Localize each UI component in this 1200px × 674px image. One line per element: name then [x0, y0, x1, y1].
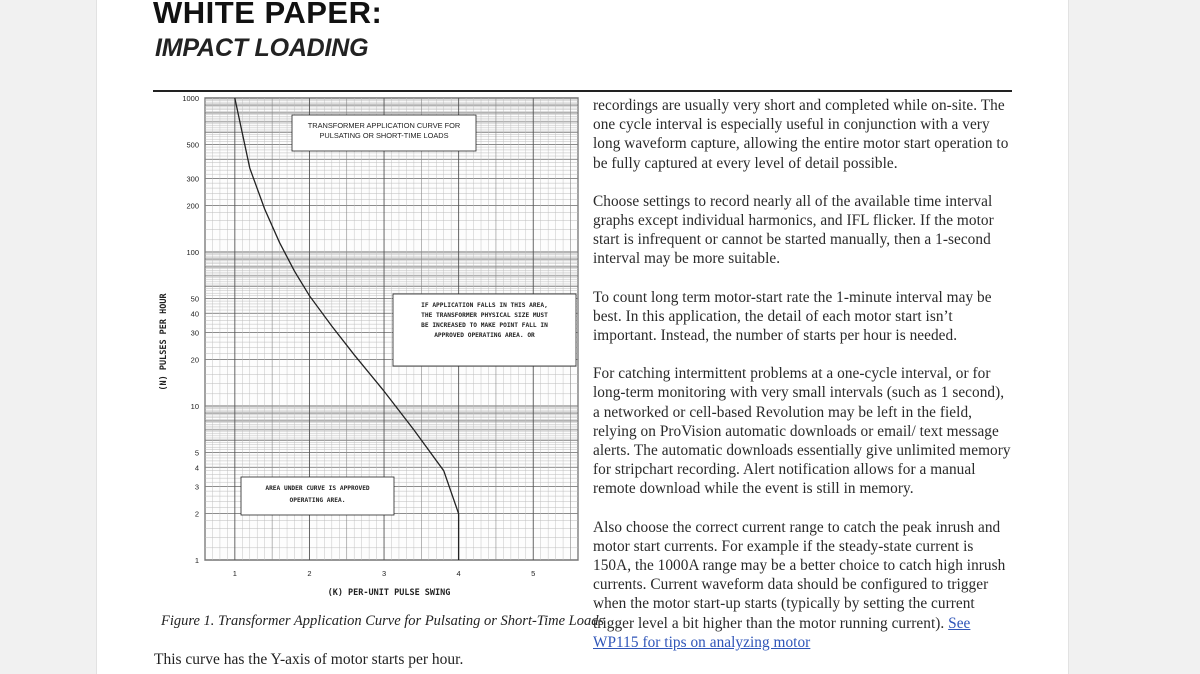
figure [153, 92, 583, 612]
y-tick-label: 100 [186, 248, 199, 257]
outside-region-note-line: BE INCREASED TO MAKE POINT FALL IN [421, 322, 548, 329]
x-tick-label: 3 [381, 569, 387, 578]
outside-region-note-line: APPROVED OPERATING AREA. OR [434, 332, 535, 339]
body-paragraph: To count long term motor-start rate the 1-minute interval may be best. In this application, the detail of each motor start isn’t important. Instead, the number of starts per hour is needed. [593, 288, 992, 345]
body-column [593, 96, 1013, 671]
document-title: WHITE PAPER: [153, 0, 383, 30]
body-paragraph: recordings are usually very short and completed while on-site. The one cycle interval is especially useful in conjunction with a very long waveform capture, allowing the entire motor start operation to be fully captured at every level of detail possible. [593, 97, 1009, 172]
body-paragraph: For catching intermittent problems at a one-cycle interval, or for long-term monitoring with very small intervals (such as 1 second), a networked or cell-based Revolution may be left in the field, relying on ProVision automatic downloads or email/ text message alerts. The automatic downloads essentially give unlimited memory for stripchart recording. Alert notification allows for a manual remote download while the event is still in memory. [593, 365, 1011, 498]
approved-area-note-line: OPERATING AREA. [289, 497, 346, 504]
y-tick-label: 40 [190, 309, 199, 319]
figure-followup-text: This curve has the Y-axis of motor starts per hour. [154, 651, 464, 668]
x-tick-label: 2 [307, 569, 312, 578]
x-tick-label: 4 [456, 569, 461, 578]
x-tick-label: 1 [232, 569, 237, 578]
outside-region-note-line: THE TRANSFORMER PHYSICAL SIZE MUST [421, 312, 548, 319]
y-tick-label: 1 [194, 556, 199, 565]
body-paragraph-text: Also choose the correct current range to catch the peak inrush and motor start currents. For example if the steady-state current is 150A, the 1000A range may be a better choice to catch high inrush currents. Current waveform data should be configured to trigger when the motor start-up starts (typically by setting the current trigger level a bit higher than the motor running current). [593, 518, 1006, 632]
x-tick-label: 5 [531, 569, 536, 578]
x-axis-label: (K) PER-UNIT PULSE SWING [327, 588, 451, 598]
outside-region-note-line: IF APPLICATION FALLS IN THIS AREA, [421, 302, 548, 309]
y-tick-label: 30 [190, 328, 199, 338]
chart-title-line: PULSATING OR SHORT-TIME LOADS [319, 131, 449, 140]
y-tick-label: 300 [186, 174, 199, 184]
y-tick-label: 200 [186, 201, 199, 211]
y-tick-label: 500 [186, 140, 199, 150]
chart-title-line: TRANSFORMER APPLICATION CURVE FOR [307, 121, 461, 130]
y-tick-label: 20 [190, 355, 199, 365]
y-tick-label: 4 [194, 463, 199, 473]
page-edge-right [1068, 0, 1069, 674]
y-tick-label: 3 [194, 482, 199, 492]
y-tick-label: 10 [190, 402, 199, 411]
document-subtitle: IMPACT LOADING [155, 34, 369, 62]
approved-area-note-box [241, 477, 394, 515]
y-tick-label: 2 [194, 509, 199, 519]
body-paragraph-last [593, 518, 1013, 652]
y-tick-label: 1000 [182, 94, 199, 103]
approved-area-note-line: AREA UNDER CURVE IS APPROVED [265, 485, 370, 492]
y-axis-label: (N) PULSES PER HOUR [159, 293, 169, 391]
transformer-application-chart [153, 92, 583, 612]
body-paragraph: Choose settings to record nearly all of the available time interval graphs except individual harmonics, and IFL flicker. If the motor start is infrequent or cannot be started manually, then a 1-second interval may be more suitable. [593, 192, 994, 268]
y-tick-label: 50 [190, 294, 199, 304]
y-tick-label: 5 [194, 448, 199, 458]
figure-caption: Figure 1. Transformer Application Curve for Pulsating or Short-Time Loads [161, 613, 605, 629]
wp115-link[interactable]: See WP115 for tips on analyzing motor [593, 614, 971, 651]
